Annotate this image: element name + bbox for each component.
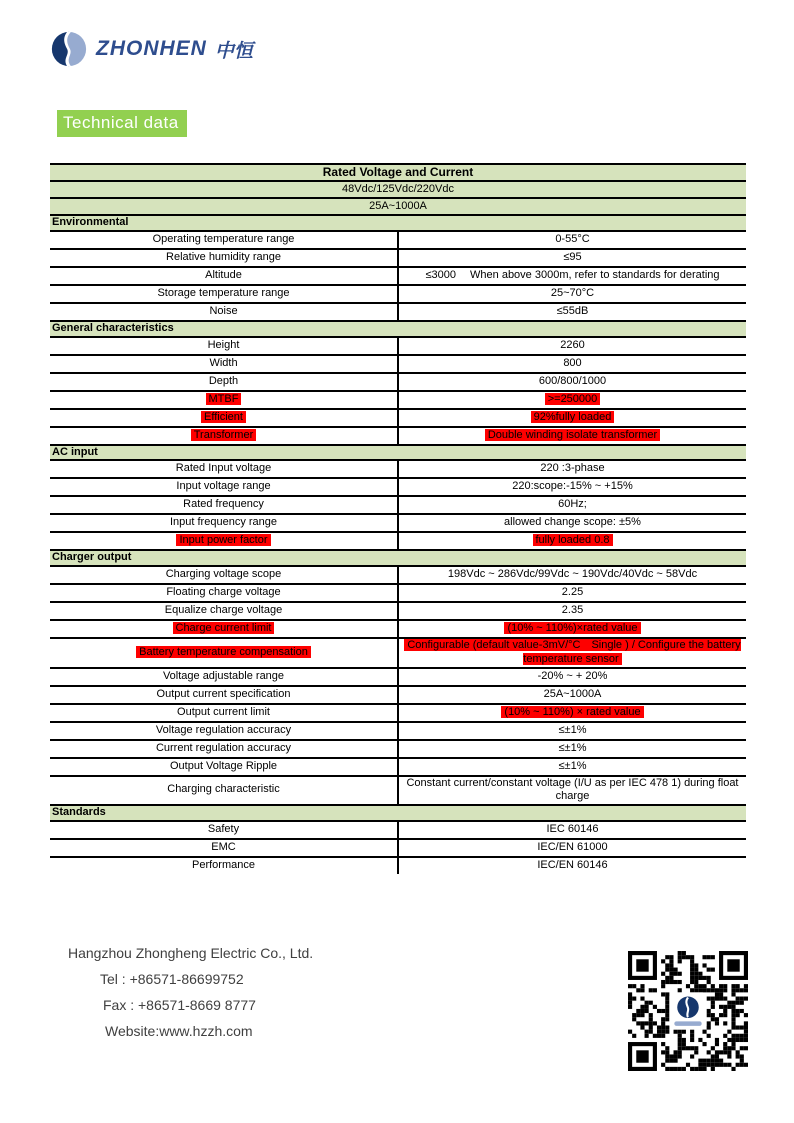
section-row [50, 550, 746, 566]
table-row [50, 460, 746, 478]
table-row [50, 337, 746, 355]
row-value: IEC 60146 [546, 822, 599, 835]
row-value: Configurable (default value-3mV/°C Single ) / Configure the battery temperature sensor [404, 639, 740, 665]
row-value: 0-55°C [555, 232, 590, 245]
logo-icon [50, 30, 88, 68]
table-header-cell: 25A~1000A [50, 198, 746, 215]
table-row [50, 686, 746, 704]
section-row [50, 805, 746, 821]
table-row [50, 821, 746, 839]
table-row [50, 566, 746, 584]
row-value: >=250000 [545, 393, 601, 405]
row-label: Height [207, 338, 240, 351]
table-header-row [50, 181, 746, 198]
footer [68, 945, 313, 1049]
row-value: 600/800/1000 [538, 374, 607, 387]
row-label: Input power factor [176, 534, 270, 546]
row-label: Voltage adjustable range [162, 669, 285, 682]
row-label: Noise [209, 304, 238, 317]
table-row [50, 249, 746, 267]
table-row [50, 391, 746, 409]
row-label: Safety [207, 822, 240, 835]
table-header-cell: 48Vdc/125Vdc/220Vdc [50, 181, 746, 198]
row-label: Relative humidity range [166, 250, 281, 263]
row-label: Depth [208, 374, 239, 387]
row-value: IEC/EN 61000 [537, 840, 608, 853]
row-label: Width [209, 356, 238, 369]
section-header: General characteristics [50, 321, 746, 337]
row-label: Charge current limit [173, 622, 275, 634]
row-label: Efficient [201, 411, 246, 423]
row-value: 220:scope:-15% ~ +15% [512, 480, 633, 493]
table-row [50, 355, 746, 373]
table-row [50, 620, 746, 638]
row-value: fully loaded 0.8 [533, 534, 613, 546]
row-value: ≤±1% [558, 723, 587, 736]
row-value: 2260 [560, 338, 585, 351]
row-value: IEC/EN 60146 [537, 858, 608, 871]
row-value: 92%fully loaded [531, 411, 615, 423]
row-value: 198Vdc ~ 286Vdc/99Vdc ~ 190Vdc/40Vdc ~ 58Vdc [447, 568, 698, 581]
row-label: EMC [211, 840, 236, 853]
row-label: Altitude [205, 268, 242, 281]
table-row [50, 532, 746, 550]
row-label: Rated frequency [183, 498, 264, 511]
row-label: Rated Input voltage [175, 462, 272, 475]
spec-table [50, 163, 746, 874]
row-label: Input frequency range [169, 516, 278, 529]
brand-name-cn: 中恒 [214, 40, 253, 62]
section-row [50, 445, 746, 461]
row-value: 800 [563, 356, 582, 369]
page-title: Technical data [57, 110, 187, 137]
row-value: 25~70°C [550, 286, 595, 299]
table-row [50, 478, 746, 496]
brand-name: ZHONHEN [96, 37, 207, 60]
row-value: allowed change scope: ±5% [504, 516, 641, 529]
table-header-row [50, 198, 746, 215]
row-label: MTBF [206, 393, 242, 405]
table-row [50, 267, 746, 285]
tel-line: Tel : +86571-86699752 [100, 971, 244, 987]
row-label: Current regulation accuracy [155, 741, 292, 754]
section-header: Charger output [50, 550, 746, 566]
row-value: 220 :3-phase [540, 462, 605, 475]
row-label: Charging characteristic [167, 783, 280, 796]
website-line: Website:www.hzzh.com [105, 1023, 253, 1039]
row-label: Output Voltage Ripple [169, 759, 278, 772]
fax-line: Fax : +86571-8669 8777 [103, 997, 256, 1013]
table-row [50, 668, 746, 686]
row-value: Constant current/constant voltage (I/U as per IEC 478 1) during float charge [406, 776, 739, 803]
table-row [50, 758, 746, 776]
table-row [50, 303, 746, 321]
row-value: ≤95 [563, 250, 582, 263]
row-value: ≤55dB [556, 304, 589, 317]
table-header-row [50, 164, 746, 181]
table-row [50, 514, 746, 532]
table-row [50, 839, 746, 857]
table-row [50, 704, 746, 722]
table-row [50, 638, 746, 668]
row-label: Charging voltage scope [165, 568, 282, 581]
row-value: (10% ~ 110%) × rated value [501, 706, 643, 718]
row-label: Floating charge voltage [166, 586, 281, 599]
row-value: Double winding isolate transformer [485, 429, 660, 441]
row-value: ≤±1% [558, 741, 587, 754]
table-row [50, 602, 746, 620]
company-name: Hangzhou Zhongheng Electric Co., Ltd. [68, 945, 314, 961]
table-row [50, 409, 746, 427]
row-value: -20% ~ + 20% [537, 669, 608, 682]
section-row [50, 321, 746, 337]
row-label: Output current specification [156, 687, 291, 700]
table-row [50, 231, 746, 249]
row-label: Transformer [191, 429, 257, 441]
row-value: 60Hz; [558, 498, 587, 511]
company-logo [50, 30, 253, 68]
section-header: Environmental [50, 215, 746, 231]
qr-code [628, 950, 748, 1072]
row-label: Performance [192, 858, 255, 871]
row-label: Equalize charge voltage [164, 604, 283, 617]
row-value: 2.35 [561, 604, 584, 617]
table-row [50, 496, 746, 514]
table-row [50, 584, 746, 602]
row-value: ≤3000 When above 3000m, refer to standards for derating [425, 268, 720, 281]
row-value: 25A~1000A [543, 687, 602, 700]
row-value: 2.25 [561, 586, 584, 599]
section-header: Standards [50, 805, 746, 821]
section-header: AC input [50, 445, 746, 461]
row-label: Storage temperature range [157, 286, 290, 299]
row-label: Operating temperature range [152, 232, 295, 245]
table-row [50, 427, 746, 445]
table-row [50, 776, 746, 806]
table-header-cell: Rated Voltage and Current [50, 164, 746, 181]
row-label: Input voltage range [176, 480, 271, 493]
table-row [50, 740, 746, 758]
table-row [50, 373, 746, 391]
row-value: (10% ~ 110%)×rated value [504, 622, 640, 634]
table-row [50, 857, 746, 874]
row-label: Battery temperature compensation [136, 646, 311, 658]
row-label: Voltage regulation accuracy [155, 723, 292, 736]
row-label: Output current limit [177, 705, 270, 718]
table-row [50, 285, 746, 303]
table-row [50, 722, 746, 740]
section-row [50, 215, 746, 231]
row-value: ≤±1% [558, 759, 587, 772]
